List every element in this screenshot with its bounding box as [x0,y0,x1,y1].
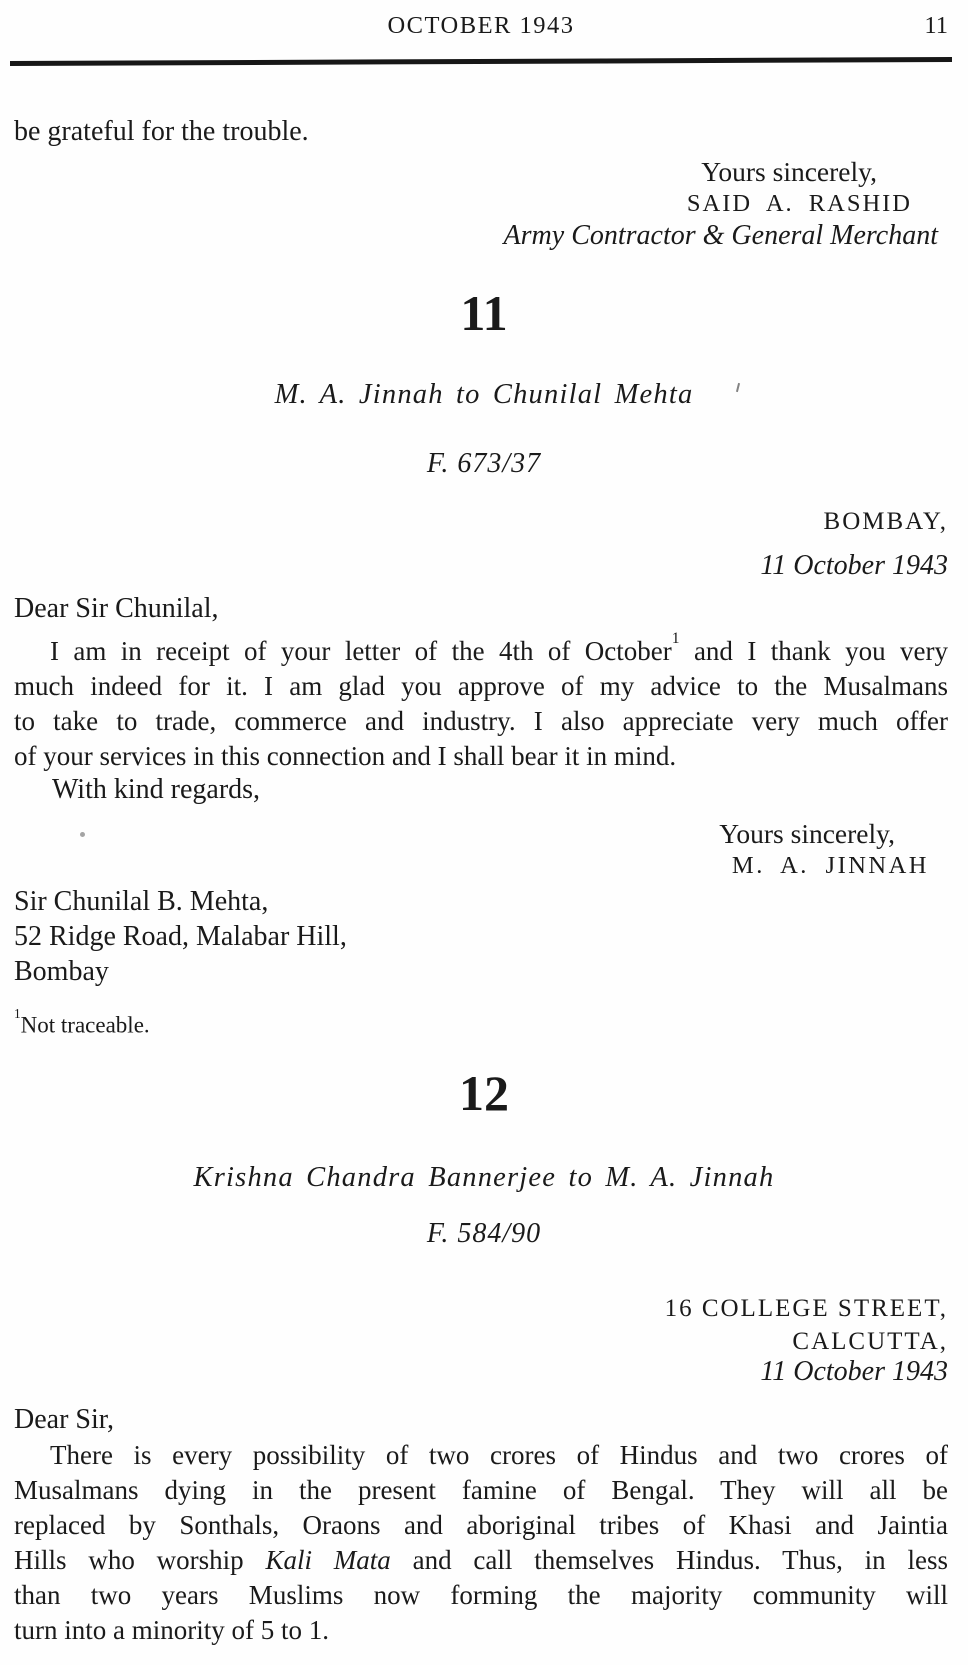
body-line: of your services in this connection and I shall bear it in mind. [14,741,677,771]
body-line: much indeed for it. I am glad you approve of my advice to the Musalmans [14,671,948,701]
body-lines [14,669,948,739]
address-line: 16 COLLEGE STREET, [664,1295,948,1322]
letter-number-11: 11 [460,285,508,341]
footnote [14,1006,150,1039]
continuation-line: be grateful for the trouble. [14,116,309,147]
address-line: Bombay [14,956,109,987]
letter-11-place: BOMBAY, [823,508,948,535]
body-line: turn into a minority of 5 to 1. [14,1615,329,1645]
body-lines [14,1473,948,1543]
valediction: Yours sincerely, [701,156,877,187]
body-text: I am in receipt of your letter of the 4th of October [50,636,672,666]
letter-11-body [14,628,948,774]
footnote-text: Not traceable. [20,1012,150,1038]
body-line [14,628,948,669]
recipient-address [14,884,347,989]
body-line: to take to trade, commerce and industry. I also appreciate very much offer [14,706,948,736]
letter-11-regards: With kind regards, [52,774,261,805]
page-number: 11 [924,12,948,39]
address-line: CALCUTTA, [792,1328,948,1355]
emphasized-term: Kali Mata [265,1545,391,1575]
header-rule [10,57,952,66]
letter-11-salutation: Dear Sir Chunilal, [14,593,219,624]
footnote-marker: 1 [14,1006,21,1021]
letter-11-title: M. A. Jinnah to Chunilal Mehta [274,379,694,410]
address-line: 52 Ridge Road, Malabar Hill, [14,921,347,952]
letter-11-date: 11 October 1943 [760,550,948,581]
letter-11-valediction: Yours sincerely, [719,818,895,849]
letter-12-salutation: Dear Sir, [14,1404,114,1435]
running-title: OCTOBER 1943 [387,12,575,39]
letter-11-signature: M. A. JINNAH [731,852,929,879]
letter-12-title: Krishna Chandra Bannerjee to M. A. Jinnah [193,1162,775,1193]
body-line: replaced by Sonthals, Oraons and aboriginal tribes of Khasi and Jaintia [14,1510,948,1540]
running-header [14,12,948,42]
sender-address [665,1292,948,1358]
body-line: than two years Muslims now forming the majority community will [14,1580,948,1610]
letter-11-file-ref: F. 673/37 [426,448,542,479]
body-text: Hills who worship [14,1545,266,1575]
signatory-name: SAID A. RASHID [686,190,912,217]
letter-12-file-ref: F. 584/90 [426,1218,542,1249]
address-line: Sir Chunilal B. Mehta, [14,886,269,917]
body-line [14,1543,948,1578]
letter-12-body [14,1438,948,1648]
body-text: and I thank you very [679,636,948,666]
body-line: There is every possibility of two crores of Hindus and two crores of [50,1440,948,1470]
letter-12-date: 11 October 1943 [760,1356,948,1387]
scan-dot-artifact [80,832,85,837]
footnote-reference: 1 [671,629,680,647]
signatory-role: Army Contractor & General Merchant [503,220,938,251]
body-line: Musalmans dying in the present famine of Bengal. They will all be [14,1475,948,1505]
body-text: and call themselves Hindus. Thus, in less [390,1545,948,1575]
letter-number-12: 12 [459,1065,509,1121]
